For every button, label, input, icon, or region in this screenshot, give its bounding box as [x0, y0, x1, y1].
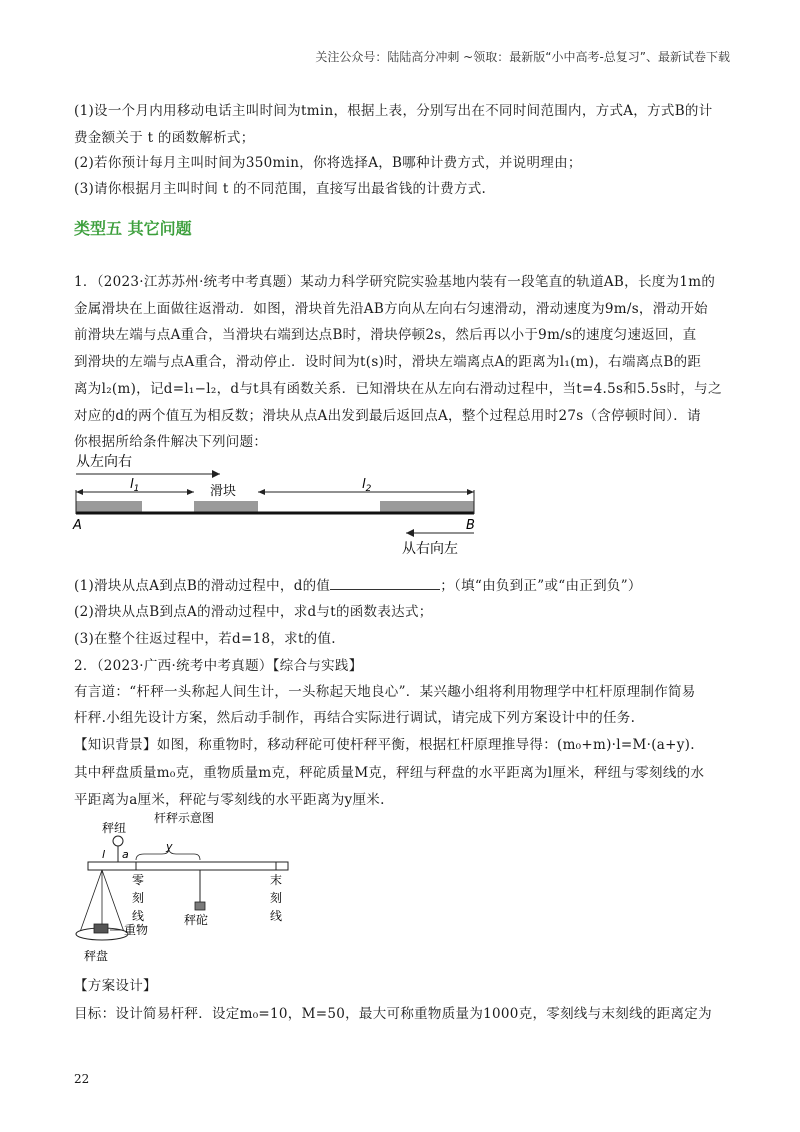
- y-label: y: [166, 840, 173, 853]
- intro-line-2: 费金额关于 t 的函数解析式；: [74, 130, 255, 146]
- slider-block: [194, 501, 258, 513]
- right-gray-block: [380, 501, 474, 513]
- end-line-char-2: 刻: [270, 891, 283, 905]
- steelyard-title: 杆秤示意图: [154, 811, 215, 825]
- problem2-line-3: 杆秤.小组先设计方案，然后动手制作，再结合实际进行调试，请完成下列方案设计中的任务.: [74, 710, 636, 726]
- left-to-right-arrowhead: [212, 470, 220, 478]
- a-label: a: [122, 848, 129, 861]
- object-block: [94, 924, 108, 933]
- y-brace: [136, 850, 200, 860]
- end-line-char-3: 线: [270, 909, 283, 923]
- problem1-q2: (2)滑块从点B到点A的滑动过程中，求d与t的函数表达式；: [74, 604, 433, 620]
- problem1-line-3: 前滑块左端与点A重合，当滑块右端到达点B时，滑块停顿2s，然后再以小于9m/s的速度匀速返回，直: [74, 327, 697, 343]
- problem2-line-2: 有言道：“杆秤一头称起人间生计，一头称起天地良心”．某兴趣小组将利用物理学中杠杆原理制作简易: [74, 684, 696, 700]
- zero-line-char-1: 零: [132, 873, 145, 887]
- l-label: l: [102, 848, 106, 861]
- problem2-line-5: 其中秤盘质量m₀克，重物质量m克，秤砣质量M克，秤纽与秤盘的水平距离为l厘米，秤纽与零刻线的水: [74, 765, 705, 781]
- weight-label: 秤砣: [184, 913, 209, 927]
- problem1-line-6: 对应的d的两个值互为相反数；滑块从点A出发到最后返回点A，整个过程总用时27s（含停顿时间）．请: [74, 408, 701, 424]
- problem2-line-4: 【知识背景】如图，称重物时，移动秤砣可使杆秤平衡，根据杠杆原理推导得：(m₀+m)·l=M·(a+y).: [74, 737, 695, 753]
- right-to-left-arrowhead: [406, 529, 414, 537]
- problem1-q1: [74, 574, 642, 594]
- zero-line-char-3: 线: [132, 909, 145, 923]
- steelyard-diagram: [66, 808, 306, 968]
- l2-arrow-left: [258, 489, 265, 495]
- point-a-label: A: [73, 518, 82, 533]
- problem1-q3: (3)在整个往返过程中，若d=18，求t的值.: [74, 631, 336, 647]
- problem2-line-6: 平距离为a厘米，秤砣与零刻线的水平距离为y厘米.: [74, 792, 385, 808]
- l2-label: $l_2$: [362, 477, 372, 494]
- problem1-line-5: 离为l₂(m)，记d=l₁−l₂，d与t具有函数关系．已知滑块在从左向右滑动过程中，当t=4.5s和5.5s时，与之: [74, 381, 722, 397]
- problem1-line-2: 金属滑块在上面做往返滑动．如图，滑块首先沿AB方向从左向右匀速滑动，滑动速度为9m/s，滑动开始: [74, 301, 708, 317]
- page-number: 22: [74, 1072, 90, 1086]
- l1-arrow-left: [76, 489, 83, 495]
- left-to-right-label: 从左向右: [76, 454, 132, 470]
- problem1-line-4: 到滑块的左端与点A重合，滑动停止．设时间为t(s)时，滑块左端离点A的距离为l₁(m)，右端离点B的距: [74, 354, 702, 370]
- l1-arrow-right: [187, 489, 194, 495]
- l1-label: $l_1$: [130, 477, 140, 494]
- l2-arrow-right: [467, 489, 474, 495]
- problem1-q1-suffix: ；（填“由负到正”或“由正到负”）: [440, 578, 642, 594]
- point-b-label: B: [466, 518, 475, 533]
- problem2-line-1: 2．（2023·广西·统考中考真题）【综合与实践】: [74, 658, 363, 674]
- intro-line-1: (1)设一个月内用移动电话主叫时间为tmin，根据上表，分别写出在不同时间范围内，方式A，方式B的计: [74, 103, 713, 119]
- pan-label: 秤盘: [84, 949, 109, 963]
- left-gray-block: [76, 501, 142, 513]
- slider-label: 滑块: [210, 484, 237, 499]
- knob-label: 秤纽: [102, 821, 127, 835]
- goal-line: 目标：设计简易杆秤．设定m₀=10，M=50，最大可称重物质量为1000克，零刻线与末刻线的距离定为: [74, 1006, 712, 1022]
- page-header: 关注公众号：陆陆高分冲刺 ~领取：最新版“小中高考-总复习”、最新试卷下载: [315, 50, 730, 64]
- track-diagram: [70, 450, 490, 570]
- end-line-char-1: 末: [270, 873, 283, 887]
- object-label: 重物: [124, 923, 149, 937]
- pan-string-left: [80, 870, 102, 932]
- answer-blank[interactable]: [330, 577, 440, 590]
- pan-string-right: [102, 870, 124, 932]
- section-title: 类型五 其它问题: [74, 219, 192, 238]
- zero-line-char-2: 刻: [132, 891, 145, 905]
- weight-block: [195, 902, 205, 910]
- steelyard-beam: [88, 862, 288, 870]
- problem1-line-1: 1．（2023·江苏苏州·统考中考真题）某动力科学研究院实验基地内装有一段笔直的轨道AB，长度为1m的: [74, 274, 716, 290]
- problem1-q1-prefix: (1)滑块从点A到点B的滑动过程中，d的值: [74, 578, 331, 594]
- intro-line-3: (2)若你预计每月主叫时间为350min，你将选择A，B哪种计费方式，并说明理由；: [74, 155, 582, 171]
- right-to-left-label: 从右向左: [402, 541, 458, 557]
- zero-line-label: [132, 873, 144, 923]
- intro-line-4: (3)请你根据月主叫时间 t 的不同范围，直接写出最省钱的计费方式.: [74, 181, 487, 197]
- knob-ring: [113, 836, 123, 846]
- end-line-label: [270, 872, 282, 923]
- problem1-line-7: 你根据所给条件解决下列问题：: [74, 434, 268, 450]
- plan-title: 【方案设计】: [74, 978, 157, 994]
